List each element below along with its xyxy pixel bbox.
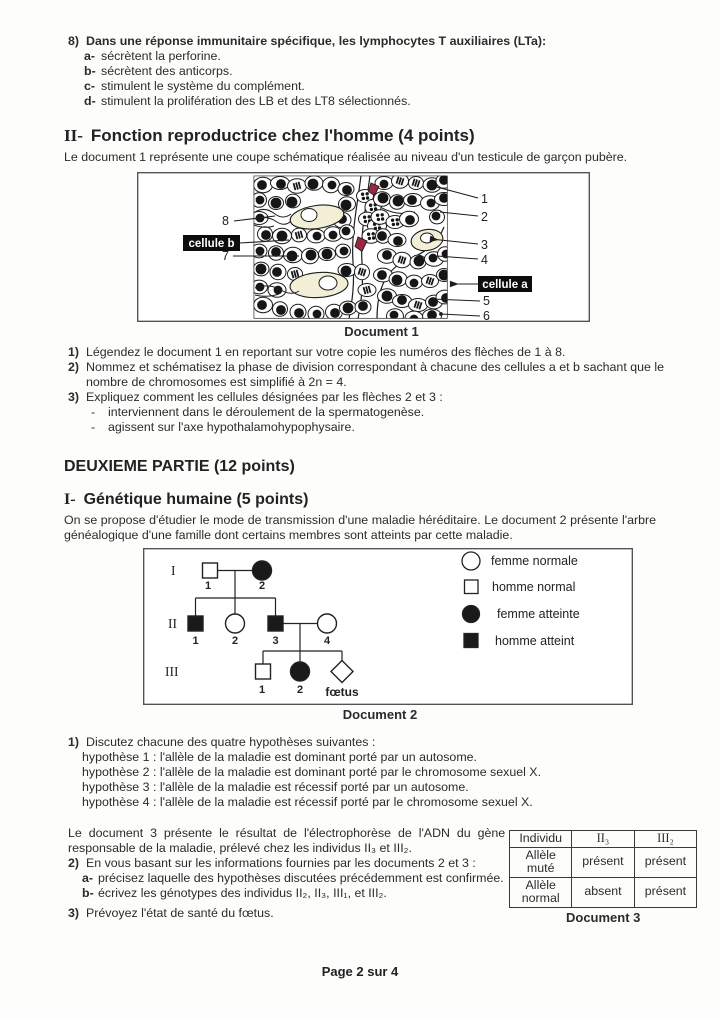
table-header-cell: Individu: [510, 831, 572, 848]
arrow-label-4: 4: [481, 253, 488, 267]
individual-number: 3: [272, 635, 279, 647]
genetics-title: Génétique humaine (5 points): [83, 491, 309, 508]
table-header-cell: III₂: [634, 831, 697, 848]
section-heading-repro: [64, 126, 700, 146]
genetics-intro: On se propose d'étudier le mode de transmission d'une maladie héréditaire. Le document 2 présente l'arbre généalogique d'une famille dont certains membres sont atteints par cette maladie.: [64, 513, 656, 542]
question-text: Nommez et schématisez la phase de division correspondant à chacune des cellules a et b sachant que le nombre de chromosomes est simplifié à 2n = 4.: [86, 360, 664, 389]
individual-number: 2: [258, 580, 266, 592]
page-footer: Page 2 sur 4: [321, 964, 399, 979]
doc1-caption: Document 1: [344, 324, 419, 339]
table-cell: Allèle muté: [510, 847, 572, 877]
doc2-figure: [143, 548, 633, 722]
subitem-text: écrivez les génotypes des individus II₂, II₃, III₁, et III₂.: [98, 886, 387, 900]
doc3-text-column: [64, 826, 505, 921]
histology-svg: [137, 172, 590, 322]
legend-square-open: [465, 580, 479, 594]
question-number: 2): [68, 856, 80, 870]
pedigree-svg: [143, 548, 633, 705]
arrow-label-2: 2: [481, 210, 488, 224]
question-item: [68, 345, 664, 360]
subitem-text: précisez laquelle des hypothèses discutées précédemment est confirmée.: [98, 871, 504, 885]
legend-circle-filled: [463, 606, 480, 623]
qcm-question: [68, 34, 700, 49]
qcm-option-text: stimulent la prolifération des LB et des LT8 sélectionnés.: [101, 94, 411, 108]
individual-number: 2: [296, 684, 304, 696]
individual-number: 1: [192, 635, 199, 647]
table-cell: présent: [634, 877, 697, 907]
pedigree-individual-II-2: [226, 614, 245, 633]
table-header-cell: II₃: [572, 831, 635, 848]
question-number: 1): [68, 345, 80, 359]
question-item: [68, 856, 505, 871]
doc3-table: [509, 830, 697, 908]
legend-circle-open: [462, 552, 480, 570]
question-text: Expliquez comment les cellules désignées par les flèches 2 et 3 :: [86, 390, 443, 404]
question-bullet: [91, 405, 664, 420]
pedigree-individual-III-2: [291, 662, 310, 681]
question-item: [68, 906, 505, 921]
pedigree-individual-I-1: [203, 563, 218, 578]
question-text: En vous basant sur les informations fournies par les documents 2 et 3 :: [86, 856, 476, 870]
table-cell: absent: [572, 877, 635, 907]
hypothesis-line: hypothèse 2 : l'allèle de la maladie est dominant porté par le chromosome sexuel X.: [82, 765, 542, 779]
question-text: Prévoyez l'état de santé du fœtus.: [86, 906, 274, 920]
arrow-label-8: 8: [222, 214, 229, 228]
qcm-option-text: sécrètent des anticorps.: [101, 64, 233, 78]
part2-heading: DEUXIEME PARTIE (12 points): [64, 458, 295, 475]
question-item: [68, 390, 664, 405]
question-text: Discutez chacune des quatre hypothèses suivantes :: [86, 735, 376, 749]
individual-number: 1: [204, 580, 212, 592]
genetics-heading: [64, 490, 700, 509]
bullet-dash: -: [91, 405, 96, 419]
table-cell: présent: [634, 847, 697, 877]
hypothesis-line: hypothèse 4 : l'allèle de la maladie est récessif porté par le chromosome sexuel X.: [82, 795, 533, 809]
genetics-number: I-: [64, 491, 76, 508]
pedigree-individual-III-1: [256, 664, 271, 679]
question-item: [68, 735, 664, 750]
doc2-caption: Document 2: [342, 707, 418, 722]
qcm-option: [84, 79, 700, 94]
foetus-label: fœtus: [325, 685, 359, 699]
generation-label-I: I: [171, 563, 176, 578]
legend-label: homme normal: [492, 580, 576, 594]
question-number: 3): [68, 390, 80, 404]
qcm-option-key: d-: [84, 94, 96, 108]
section-title: Fonction reproductrice chez l'homme (4 points): [90, 126, 475, 145]
doc1-figure: [137, 172, 590, 339]
individual-number: 1: [258, 684, 266, 696]
repro-intro: Le document 1 représente une coupe schématique réalisée au niveau d'un testicule de garçon pubère.: [64, 150, 628, 164]
question-subitem: [82, 871, 505, 886]
arrow-label-6: 6: [483, 309, 490, 322]
qcm-option: [84, 49, 700, 64]
table-header-row: [510, 831, 697, 848]
section-number: II-: [64, 126, 83, 145]
generation-label-III: III: [165, 664, 179, 679]
doc3-intro: Le document 3 présente le résultat de l'électrophorèse de l'ADN du gène responsable de la maladie, prélevé chez les individus II₃ et III₂.: [68, 826, 506, 855]
qcm-option: [84, 94, 700, 109]
generation-label-II: II: [168, 616, 177, 631]
individual-number: 2: [231, 635, 239, 647]
legend-label: femme normale: [491, 554, 578, 568]
question-bullet: [91, 420, 664, 435]
question-number: 2): [68, 360, 80, 374]
hypothesis-line: hypothèse 1 : l'allèle de la maladie est dominant porté par un autosome.: [82, 750, 477, 764]
legend-square-filled: [464, 634, 478, 648]
qcm-option-key: c-: [84, 79, 96, 93]
qcm-option-key: b-: [84, 64, 96, 78]
table-row: [510, 847, 697, 877]
subitem-key: a-: [82, 871, 94, 885]
bullet-dash: -: [91, 420, 96, 434]
question-subitem: [82, 886, 505, 901]
arrow-label-5: 5: [483, 294, 490, 308]
table-cell: Allèle normal: [510, 877, 572, 907]
qcm-number: 8): [68, 34, 80, 48]
question-number: 1): [68, 735, 80, 749]
qcm-question-text: Dans une réponse immunitaire spécifique, les lymphocytes T auxiliaires (LTa):: [86, 34, 547, 48]
pedigree-individual-II-4: [318, 614, 337, 633]
pedigree-individual-II-1: [188, 616, 203, 631]
table-row: [510, 877, 697, 907]
qcm-option-text: stimulent le système du complément.: [101, 79, 305, 93]
qcm-option-key: a-: [84, 49, 96, 63]
individual-number: 4: [323, 635, 331, 647]
question-item: [68, 360, 664, 390]
doc3-table-column: [509, 826, 700, 925]
legend-label: homme atteint: [495, 634, 575, 648]
doc3-caption: Document 3: [566, 909, 641, 925]
bullet-text: interviennent dans le déroulement de la spermatogenèse.: [108, 405, 425, 419]
cellule-b-label: cellule b: [188, 238, 235, 250]
bullet-text: agissent sur l'axe hypothalamohypophysaire.: [108, 420, 355, 434]
pedigree-individual-II-3: [268, 616, 283, 631]
hypothesis-line: hypothèse 3 : l'allèle de la maladie est récessif porté par un autosome.: [82, 780, 469, 794]
subitem-key: b-: [82, 886, 94, 900]
arrow-label-1: 1: [481, 192, 488, 206]
legend-label: femme atteinte: [497, 607, 580, 621]
question-text: Légendez le document 1 en reportant sur votre copie les numéros des flèches de 1 à 8.: [86, 345, 566, 359]
question-number: 3): [68, 906, 80, 920]
cellule-a-label: cellule a: [482, 279, 528, 291]
table-cell: présent: [572, 847, 635, 877]
arrow-label-7: 7: [222, 249, 229, 263]
histology-drawing: [250, 174, 454, 322]
qcm-option-text: sécrètent la perforine.: [101, 49, 221, 63]
pedigree-individual-I-2: [253, 561, 272, 580]
arrow-label-3: 3: [481, 238, 488, 252]
qcm-option: [84, 64, 700, 79]
